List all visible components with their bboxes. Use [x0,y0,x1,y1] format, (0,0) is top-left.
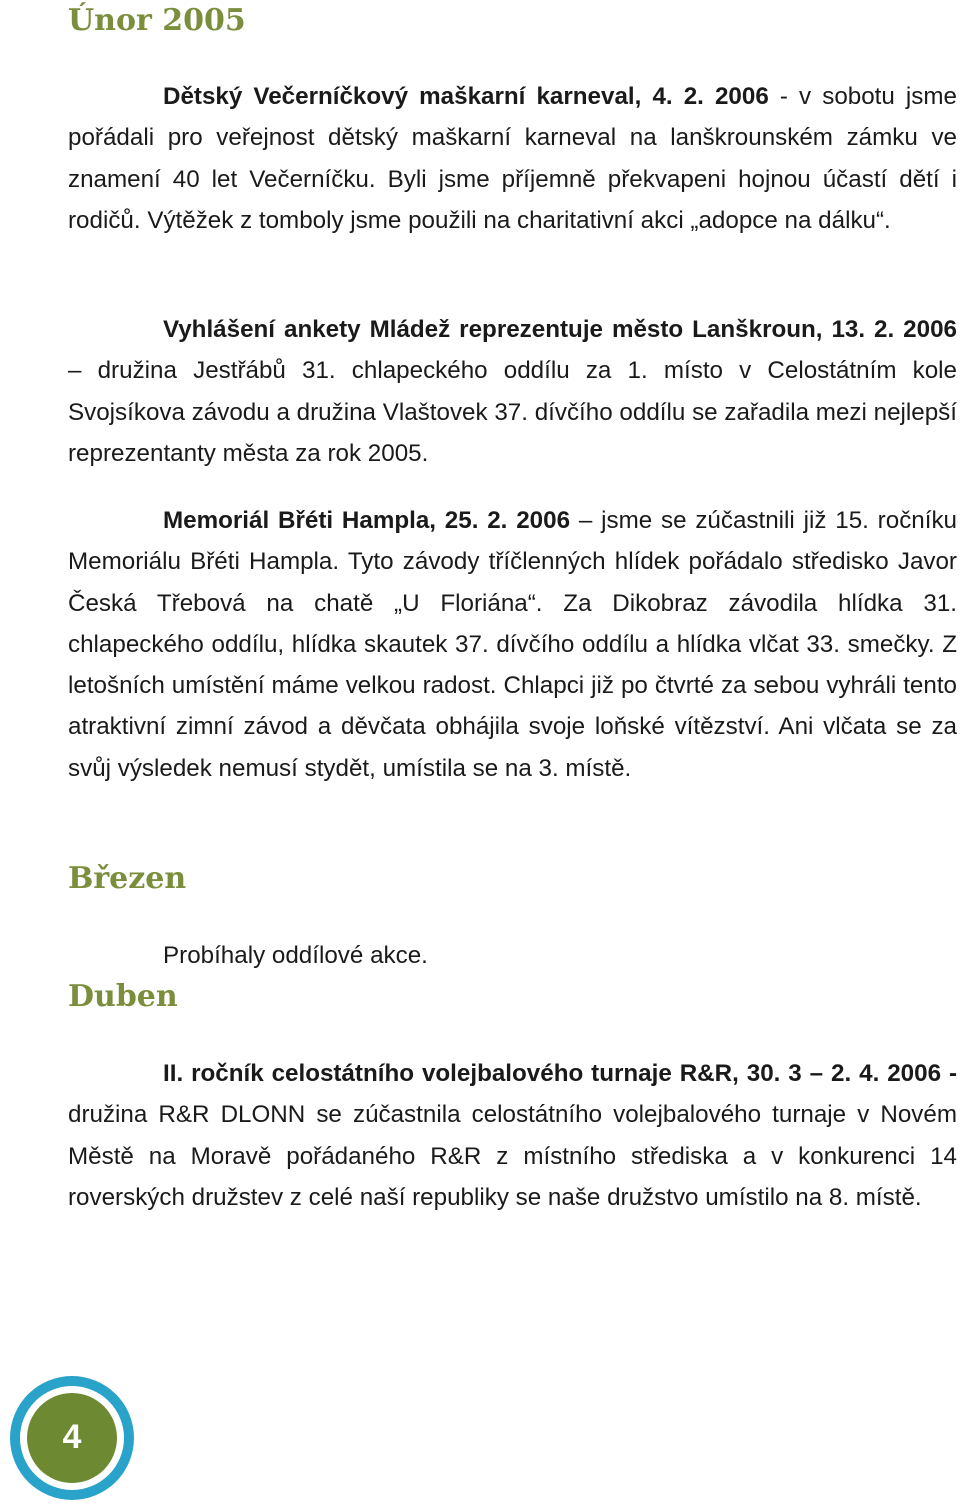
paragraph-text: - v sobotu jsme pořádali pro veřejnost dětský maškarní karneval na lanškrounském zámku ve znamení 40 let Večerníčku. Byli jsme příjemně překvapeni hojnou účastí dětí i rodičů. Výtěžek z tomboly jsme použili na charitativní akci „adopce na dálku“. [68,83,958,234]
paragraph-title: Dětský Večerníčkový maškarní karneval, 4. 2. 2006 [163,83,769,110]
paragraph-anketa [68,309,957,474]
brezen-line: Probíhaly oddílové akce. [163,942,428,969]
paragraph-title: Vyhlášení ankety Mládež reprezentuje město Lanškroun, 13. 2. 2006 [163,316,957,343]
paragraph-volejbal [68,1053,957,1218]
paragraph-title: II. ročník celostátního volejbalového turnaje R&R, 30. 3 – 2. 4. 2006 - [163,1060,957,1087]
heading-duben: Duben [68,979,178,1014]
paragraph-memorial [68,500,957,789]
page-number-badge [6,1372,138,1504]
heading-brezen: Březen [68,861,187,896]
paragraph-title: Memoriál Břéti Hampla, 25. 2. 2006 [163,507,571,534]
paragraph-text: – jsme se zúčastnili již 15. ročníku Memoriálu Břéti Hampla. Tyto závody tříčlenných hlídek pořádalo středisko Javor Česká Třebová na chatě „U Floriána“. Za Dikobraz závodila hlídka 31. chlapeckého oddílu, hlídka skautek 37. dívčího oddílu a hlídka vlčat 33. smečky. Z letošních umístění máme velkou radost. Chlapci již po čtvrté za sebou vyhráli tento atraktivní zimní závod a děvčata obhájila svoje loňské vítězství. Ani vlčata se za svůj výsledek nemusí stydět, umístila se na 3. místě. [68,507,957,782]
heading-unor: Únor 2005 [68,3,246,38]
page-number: 4 [62,1418,82,1456]
paragraph-karneval [68,76,957,241]
paragraph-text: – družina Jestřábů 31. chlapeckého oddílu za 1. místo v Celostátním kole Svojsíkova závodu a družina Vlaštovek 37. dívčího oddílu se zařadila mezi nejlepší reprezentanty města za rok 2005. [68,357,957,467]
paragraph-text: družina R&R DLONN se zúčastnila celostátního volejbalového turnaje v Novém Městě na Moravě pořádaného R&R z místního střediska a v konkurenci 14 roverských družstev z celé naší republiky se naše družstvo umístilo na 8. místě. [68,1101,957,1211]
